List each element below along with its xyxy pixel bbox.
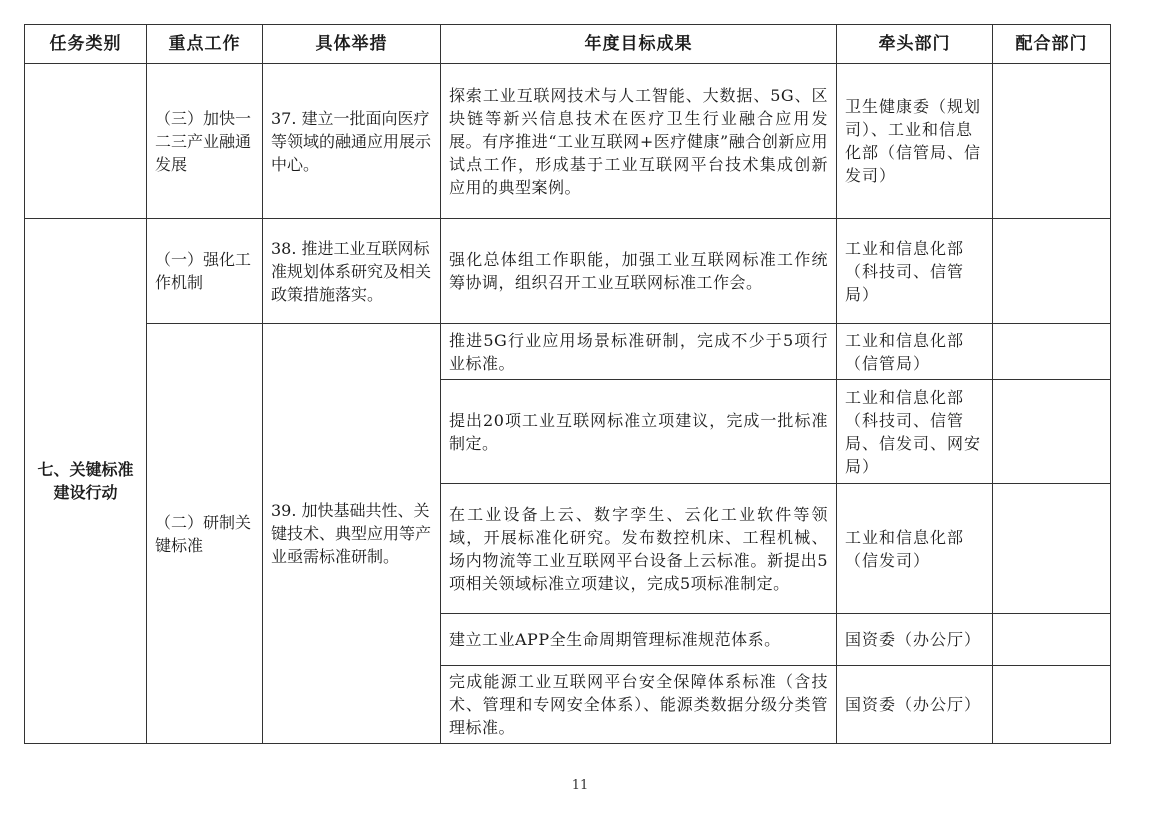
goal-cell: 推进5G行业应用场景标准研制，完成不少于5项行业标准。	[441, 324, 837, 380]
lead-department-cell: 工业和信息化部（科技司、信管局）	[837, 219, 993, 324]
lead-department-cell: 工业和信息化部（信发司）	[837, 484, 993, 614]
measure-cell: 37. 建立一批面向医疗等领域的融通应用展示中心。	[263, 64, 441, 219]
header-cooperating-department: 配合部门	[993, 25, 1111, 64]
lead-department-cell: 卫生健康委（规划司）、工业和信息化部（信管局、信发司）	[837, 64, 993, 219]
table-row	[25, 219, 1111, 324]
goal-cell: 探索工业互联网技术与人工智能、大数据、5G、区块链等新兴信息技术在医疗卫生行业融合应用发展。有序推进“工业互联网+医疗健康”融合创新应用试点工作，形成基于工业互联网平台技术集成创新应用的典型案例。	[441, 64, 837, 219]
measure-cell: 38. 推进工业互联网标准规划体系研究及相关政策措施落实。	[263, 219, 441, 324]
table-row	[25, 64, 1111, 219]
measure-cell: 39. 加快基础共性、关键技术、典型应用等产业亟需标准研制。	[263, 324, 441, 744]
lead-department-cell: 国资委（办公厅）	[837, 614, 993, 666]
lead-department-cell: 工业和信息化部（信管局）	[837, 324, 993, 380]
cooperating-department-cell	[993, 614, 1111, 666]
goal-cell: 提出20项工业互联网标准立项建议，完成一批标准制定。	[441, 380, 837, 484]
key-work-cell: （二）研制关键标准	[147, 324, 263, 744]
goal-cell: 建立工业APP全生命周期管理标准规范体系。	[441, 614, 837, 666]
lead-department-cell: 工业和信息化部（科技司、信管局、信发司、网安局）	[837, 380, 993, 484]
cooperating-department-cell	[993, 324, 1111, 380]
task-category-cell-empty	[25, 64, 147, 219]
header-specific-measures: 具体举措	[263, 25, 441, 64]
table-row	[25, 324, 1111, 380]
cooperating-department-cell	[993, 666, 1111, 744]
goal-cell: 强化总体组工作职能，加强工业互联网标准工作统筹协调，组织召开工业互联网标准工作会。	[441, 219, 837, 324]
header-annual-goals: 年度目标成果	[441, 25, 837, 64]
task-category-cell: 七、关键标准建设行动	[25, 219, 147, 744]
cooperating-department-cell	[993, 219, 1111, 324]
action-plan-table	[24, 24, 1111, 744]
header-task-category: 任务类别	[25, 25, 147, 64]
header-key-work: 重点工作	[147, 25, 263, 64]
goal-cell: 完成能源工业互联网平台安全保障体系标准（含技术、管理和专网安全体系）、能源类数据分级分类管理标准。	[441, 666, 837, 744]
lead-department-cell: 国资委（办公厅）	[837, 666, 993, 744]
key-work-cell: （一）强化工作机制	[147, 219, 263, 324]
cooperating-department-cell	[993, 380, 1111, 484]
table-header-row	[25, 25, 1111, 64]
key-work-cell: （三）加快一二三产业融通发展	[147, 64, 263, 219]
goal-cell: 在工业设备上云、数字孪生、云化工业软件等领域，开展标准化研究。发布数控机床、工程机械、场内物流等工业互联网平台设备上云标准。新提出5项相关领域标准立项建议，完成5项标准制定。	[441, 484, 837, 614]
header-lead-department: 牵头部门	[837, 25, 993, 64]
cooperating-department-cell	[993, 484, 1111, 614]
page-number: 11	[571, 778, 589, 793]
cooperating-department-cell	[993, 64, 1111, 219]
